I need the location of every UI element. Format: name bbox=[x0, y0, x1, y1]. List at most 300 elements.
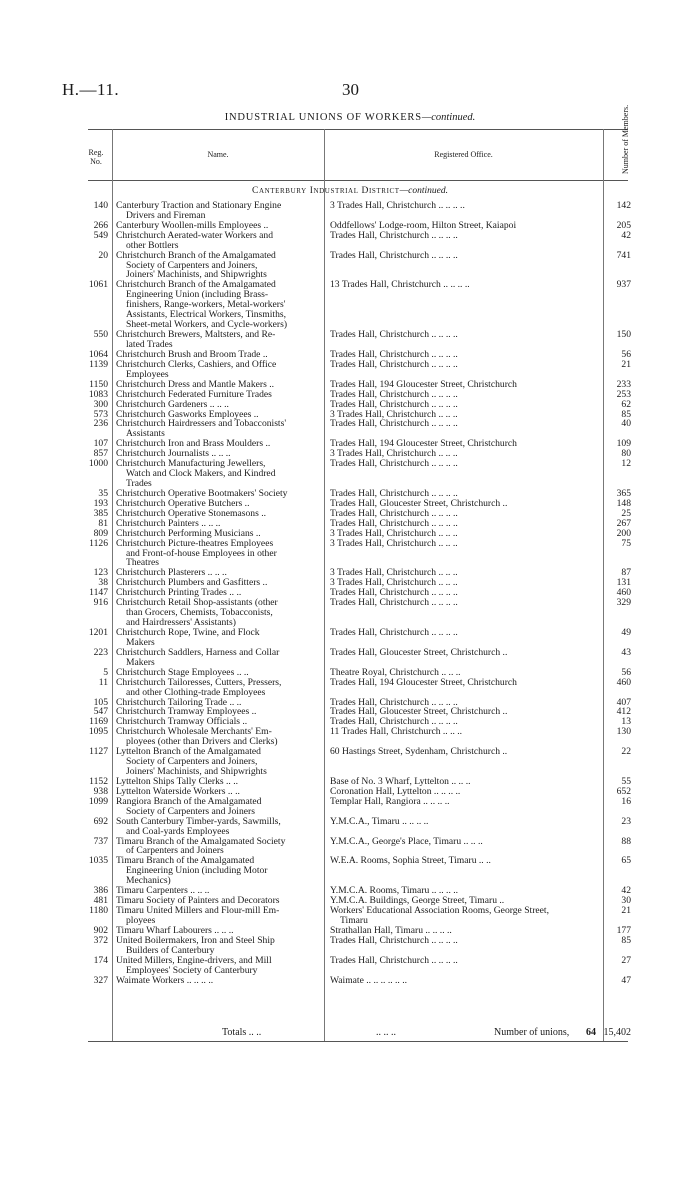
totals-label: Totals .. .. bbox=[222, 1027, 262, 1038]
table-row bbox=[0, 837, 700, 857]
reg-no: 266 bbox=[93, 219, 108, 231]
table-row bbox=[0, 956, 700, 976]
reg-no: 38 bbox=[98, 577, 108, 589]
registered-office-line: 3 Trades Hall, Christchurch .. .. .. bbox=[330, 567, 458, 579]
registered-office-line: Trades Hall, Christchurch .. .. .. .. bbox=[330, 626, 458, 638]
registered-office bbox=[330, 976, 600, 986]
table-row bbox=[0, 201, 700, 221]
reg-no: 300 bbox=[93, 398, 108, 410]
reg-no: 1127 bbox=[89, 746, 108, 758]
member-count: 142 bbox=[616, 200, 631, 211]
member-count: 412 bbox=[616, 706, 631, 718]
reg-no: 550 bbox=[93, 329, 108, 341]
registered-office bbox=[330, 330, 600, 340]
union-name-line: Christchurch Saddlers, Harness and Collar bbox=[116, 646, 280, 658]
union-name-line: South Canterbury Timber-yards, Sawmills, bbox=[116, 815, 281, 827]
reg-no: 105 bbox=[93, 696, 108, 708]
union-name-line: Engineering Union (including Motor bbox=[126, 865, 268, 877]
union-name-line: Christchurch Operative Stonemasons .. bbox=[116, 507, 267, 519]
member-count: 21 bbox=[621, 358, 631, 370]
union-name-line: Christchurch Painters .. .. .. bbox=[116, 517, 221, 529]
union-name bbox=[116, 419, 318, 439]
union-name-line: Theatres bbox=[126, 557, 160, 569]
union-name bbox=[116, 251, 318, 281]
union-name-line: Christchurch Plasterers .. .. .. bbox=[116, 567, 227, 579]
member-count: 109 bbox=[616, 438, 631, 450]
registered-office-line: Trades Hall, Gloucester Street, Christchurch .. bbox=[330, 497, 508, 509]
table-row bbox=[0, 747, 700, 777]
member-count: 25 bbox=[621, 507, 631, 519]
reg-no: 372 bbox=[93, 934, 108, 946]
table-row bbox=[0, 976, 700, 986]
member-count: 937 bbox=[616, 279, 631, 291]
table-row bbox=[0, 727, 700, 747]
registered-office-line: Trades Hall, Christchurch .. .. .. .. bbox=[330, 398, 458, 410]
union-name bbox=[116, 817, 318, 837]
registered-office-line: 11 Trades Hall, Christchurch .. .. .. bbox=[330, 726, 463, 738]
reg-no: 1201 bbox=[88, 626, 108, 638]
table-title bbox=[0, 112, 700, 123]
col-header-members-text: Number of Members. bbox=[621, 104, 630, 174]
table-row bbox=[0, 678, 700, 698]
member-count: 460 bbox=[616, 676, 631, 688]
union-name-line: Makers bbox=[126, 656, 155, 668]
member-count: 56 bbox=[621, 348, 631, 360]
union-name-line: United Boilermakers, Iron and Steel Ship bbox=[116, 934, 275, 946]
reg-no: 11 bbox=[98, 676, 108, 688]
registered-office-line: Trades Hall, 194 Gloucester Street, Christchurch bbox=[330, 676, 517, 688]
member-count: 177 bbox=[616, 924, 631, 936]
table-row bbox=[0, 817, 700, 837]
registered-office-line: Trades Hall, Christchurch .. .. .. .. bbox=[330, 418, 458, 430]
registered-office-line: Workers' Educational Association Rooms, George Street, bbox=[330, 905, 549, 917]
union-name bbox=[116, 231, 318, 251]
registered-office-line: Oddfellows' Lodge-room, Hilton Street, Kaiapoi bbox=[330, 219, 517, 231]
registered-office-line: Y.M.C.A. Rooms, Timaru .. .. .. .. bbox=[330, 885, 459, 897]
union-name bbox=[116, 280, 318, 330]
member-count: 329 bbox=[616, 597, 631, 609]
reg-no: 857 bbox=[93, 448, 108, 460]
reg-no: 386 bbox=[93, 885, 108, 897]
member-count: 85 bbox=[621, 934, 631, 946]
registered-office-line: Waimate .. .. .. .. .. .. bbox=[330, 974, 408, 986]
registered-office-line: Trades Hall, Christchurch .. .. .. .. bbox=[330, 597, 458, 609]
union-name bbox=[116, 837, 318, 857]
registered-office-line: 3 Trades Hall, Christchurch .. .. .. bbox=[330, 527, 458, 539]
table-title-cont: —continued. bbox=[421, 112, 476, 123]
totals-dots: .. .. .. bbox=[376, 1027, 396, 1038]
member-count: 267 bbox=[616, 517, 631, 529]
registered-office-line: Trades Hall, Christchurch .. .. .. .. bbox=[330, 507, 458, 519]
registered-office bbox=[330, 400, 600, 410]
union-name-line: Christchurch Printing Trades .. .. bbox=[116, 587, 242, 599]
table-row bbox=[0, 251, 700, 281]
table-row bbox=[0, 598, 700, 628]
table-row bbox=[0, 231, 700, 251]
table-row bbox=[0, 280, 700, 330]
union-name-line: Watch and Clock Makers, and Kindred bbox=[126, 468, 276, 480]
member-count: 130 bbox=[616, 726, 631, 738]
union-name-line: Waimate Workers .. .. .. .. bbox=[116, 974, 214, 986]
member-count: 65 bbox=[621, 855, 631, 867]
member-count: 365 bbox=[616, 487, 631, 499]
reg-no: 385 bbox=[93, 507, 108, 519]
union-name bbox=[116, 360, 318, 380]
registered-office-line: Y.M.C.A., George's Place, Timaru .. .. .. bbox=[330, 835, 483, 847]
member-count: 22 bbox=[621, 746, 631, 758]
reg-no: 1147 bbox=[89, 587, 108, 599]
union-name-line: Sheet-metal Workers, and Cycle-workers) bbox=[126, 319, 288, 331]
registered-office-line: Y.M.C.A., Timaru .. .. .. .. bbox=[330, 815, 429, 827]
union-name-line: Drivers and Fireman bbox=[126, 209, 206, 221]
table-row bbox=[0, 797, 700, 817]
union-name-line: United Millers, Engine-drivers, and Mill bbox=[116, 954, 272, 966]
union-name bbox=[116, 936, 318, 956]
registered-office-line: Theatre Royal, Christchurch .. .. .. bbox=[330, 666, 461, 678]
union-name-line: Christchurch Gardeners .. .. .. bbox=[116, 398, 229, 410]
reg-no: 123 bbox=[93, 567, 108, 579]
reg-no: 1064 bbox=[88, 348, 108, 360]
union-name-line: Timaru Branch of the Amalgamated Society bbox=[116, 835, 286, 847]
registered-office bbox=[330, 648, 600, 658]
registered-office-line: Timaru bbox=[340, 914, 368, 926]
reg-no: 809 bbox=[93, 527, 108, 539]
member-count: 75 bbox=[621, 537, 631, 549]
reg-no: 938 bbox=[93, 785, 108, 797]
reg-no: 20 bbox=[98, 249, 108, 261]
registered-office bbox=[330, 678, 600, 688]
union-name bbox=[116, 459, 318, 489]
union-name-line: and Front-of-house Employees in other bbox=[126, 547, 277, 559]
member-count: 47 bbox=[621, 974, 631, 986]
union-name-line: Rangiora Branch of the Amalgamated bbox=[116, 795, 262, 807]
table-row bbox=[0, 906, 700, 926]
registered-office-line: Trades Hall, Christchurch .. .. .. .. bbox=[330, 517, 458, 529]
reg-no: 916 bbox=[93, 597, 108, 609]
member-count: 88 bbox=[621, 835, 631, 847]
registered-office bbox=[330, 837, 600, 847]
member-count: 148 bbox=[616, 497, 631, 509]
member-count: 56 bbox=[621, 666, 631, 678]
registered-office bbox=[330, 280, 600, 290]
registered-office-line: Trades Hall, Christchurch .. .. .. .. bbox=[330, 329, 458, 341]
table-title-text: INDUSTRIAL UNIONS OF WORKERS bbox=[224, 112, 422, 123]
member-count: 407 bbox=[616, 696, 631, 708]
union-name-line: Christchurch Brush and Broom Trade .. bbox=[116, 348, 268, 360]
union-name-line: Christchurch Manufacturing Jewellers, bbox=[116, 458, 266, 470]
table-row bbox=[0, 459, 700, 489]
registered-office bbox=[330, 797, 600, 807]
registered-office bbox=[330, 539, 600, 549]
col-header-reg: Reg. No. bbox=[88, 148, 104, 166]
union-name-line: Assistants bbox=[126, 428, 165, 440]
union-name-line: and Coal-yards Employees bbox=[126, 825, 230, 837]
union-name-line: Christchurch Gasworks Employees .. bbox=[116, 408, 259, 420]
col-header-members bbox=[612, 104, 632, 176]
registered-office bbox=[330, 856, 600, 866]
reg-no: 1169 bbox=[89, 716, 108, 728]
member-count: 200 bbox=[616, 527, 631, 539]
member-count: 49 bbox=[621, 626, 631, 638]
registered-office bbox=[330, 956, 600, 966]
union-name-line: Christchurch Plumbers and Gasfitters .. bbox=[116, 577, 268, 589]
union-name-line: Christchurch Clerks, Cashiers, and Office bbox=[116, 358, 277, 370]
union-name bbox=[116, 678, 318, 698]
registered-office-line: Trades Hall, 194 Gloucester Street, Christchurch bbox=[330, 438, 517, 450]
registered-office-line: 3 Trades Hall, Christchurch .. .. .. bbox=[330, 537, 458, 549]
reg-no: 1126 bbox=[89, 537, 108, 549]
member-count: 42 bbox=[621, 229, 631, 241]
registered-office-line: Trades Hall, Christchurch .. .. .. .. bbox=[330, 348, 458, 360]
reg-no: 573 bbox=[93, 408, 108, 420]
registered-office bbox=[330, 747, 600, 757]
reg-no: 1139 bbox=[89, 358, 108, 370]
registered-office-line: Trades Hall, Christchurch .. .. .. .. bbox=[330, 229, 458, 241]
registered-office bbox=[330, 817, 600, 827]
registered-office-line: Trades Hall, Christchurch .. .. .. .. bbox=[330, 249, 458, 261]
page-number: 30 bbox=[342, 80, 359, 99]
union-name-line: Christchurch Brewers, Maltsters, and Re- bbox=[116, 329, 276, 341]
registered-office bbox=[330, 201, 600, 211]
union-name bbox=[116, 628, 318, 648]
reg-no: 1152 bbox=[89, 775, 108, 787]
members-total: 15,402 bbox=[603, 1027, 631, 1038]
member-count: 460 bbox=[616, 587, 631, 599]
registered-office bbox=[330, 419, 600, 429]
member-count: 16 bbox=[621, 795, 631, 807]
union-name-line: Society of Carpenters and Joiners, bbox=[126, 756, 258, 768]
registered-office-line: Y.M.C.A. Buildings, George Street, Timaru .. bbox=[330, 895, 505, 907]
union-name bbox=[116, 906, 318, 926]
registered-office-line: 3 Trades Hall, Christchurch .. .. .. bbox=[330, 408, 458, 420]
registered-office-line: Trades Hall, Christchurch .. .. .. .. bbox=[330, 358, 458, 370]
registered-office bbox=[330, 459, 600, 469]
registered-office bbox=[330, 906, 600, 926]
union-name-line: Christchurch Tramway Officials .. bbox=[116, 716, 248, 728]
table-header-rule bbox=[88, 180, 628, 181]
reg-no: 692 bbox=[93, 815, 108, 827]
union-name-line: and other Clothing-trade Employees bbox=[126, 686, 266, 698]
table-top-rule bbox=[88, 129, 628, 130]
registered-office-line: Trades Hall, Christchurch .. .. .. .. bbox=[330, 487, 458, 499]
reg-no: 1035 bbox=[88, 855, 108, 867]
reg-no: 223 bbox=[93, 646, 108, 658]
member-count: 652 bbox=[616, 785, 631, 797]
union-name-line: of Carpenters and Joiners bbox=[126, 845, 224, 857]
col-header-name: Name. bbox=[207, 150, 229, 159]
member-count: 23 bbox=[621, 815, 631, 827]
registered-office-line: W.E.A. Rooms, Sophia Street, Timaru .. .. bbox=[330, 855, 491, 867]
union-name-line: ployees bbox=[126, 914, 156, 926]
union-name-line: Society of Carpenters and Joiners, bbox=[126, 259, 258, 271]
registered-office-line: Trades Hall, Christchurch .. .. .. .. bbox=[330, 716, 458, 728]
union-name-line: Society of Carpenters and Joiners bbox=[126, 805, 255, 817]
registered-office bbox=[330, 727, 600, 737]
table-row bbox=[0, 648, 700, 668]
registered-office-line: Trades Hall, Christchurch .. .. .. .. bbox=[330, 934, 458, 946]
union-name-line: Christchurch Retail Shop-assistants (other bbox=[116, 597, 278, 609]
union-name-line: Christchurch Tailoresses, Cutters, Pressers, bbox=[116, 676, 282, 688]
member-count: 12 bbox=[621, 458, 631, 470]
union-name-line: Christchurch Tailoring Trade .. .. bbox=[116, 696, 242, 708]
district-heading bbox=[0, 186, 700, 196]
union-name bbox=[116, 539, 318, 569]
union-name bbox=[116, 598, 318, 628]
member-count: 21 bbox=[621, 905, 631, 917]
reg-no: 193 bbox=[93, 497, 108, 509]
union-name-line: Timaru Carpenters .. .. .. bbox=[116, 885, 210, 897]
union-name-line: Christchurch Rope, Twine, and Flock bbox=[116, 626, 260, 638]
reg-no: 107 bbox=[93, 438, 108, 450]
union-name-line: Christchurch Journalists .. .. .. bbox=[116, 448, 231, 460]
union-name-line: Lyttelton Waterside Workers .. .. bbox=[116, 785, 240, 797]
union-name bbox=[116, 976, 318, 986]
registered-office-line: Templar Hall, Rangiora .. .. .. .. bbox=[330, 795, 450, 807]
table-row bbox=[0, 419, 700, 439]
registered-office bbox=[330, 231, 600, 241]
member-count: 253 bbox=[616, 388, 631, 400]
union-name-line: Builders of Canterbury bbox=[126, 944, 215, 956]
union-name-line: Timaru United Millers and Flour-mill Em- bbox=[116, 905, 280, 917]
table-row bbox=[0, 628, 700, 648]
reg-no: 327 bbox=[93, 974, 108, 986]
union-name bbox=[116, 400, 318, 410]
member-count: 233 bbox=[616, 378, 631, 390]
reg-no: 1150 bbox=[89, 378, 108, 390]
member-count: 27 bbox=[621, 954, 631, 966]
registered-office-line: Base of No. 3 Wharf, Lyttelton .. .. .. bbox=[330, 775, 471, 787]
registered-office-line: 60 Hastings Street, Sydenham, Christchurch .. bbox=[330, 746, 508, 758]
reg-no: 140 bbox=[93, 200, 108, 211]
registered-office-line: Trades Hall, 194 Gloucester Street, Christchurch bbox=[330, 378, 517, 390]
union-name bbox=[116, 648, 318, 668]
reg-no: 1180 bbox=[89, 905, 108, 917]
table-row bbox=[0, 330, 700, 350]
union-name-line: Timaru Branch of the Amalgamated bbox=[116, 855, 255, 867]
union-name-line: Mechanics) bbox=[126, 875, 171, 887]
reg-no: 236 bbox=[93, 418, 108, 430]
reg-no: 902 bbox=[93, 924, 108, 936]
reg-no: 35 bbox=[98, 487, 108, 499]
member-count: 87 bbox=[621, 567, 631, 579]
district-label: Canterbury Industrial District bbox=[252, 186, 400, 196]
registered-office-line: 3 Trades Hall, Christchurch .. .. .. .. bbox=[330, 200, 465, 211]
reg-no: 81 bbox=[98, 517, 108, 529]
union-name-line: Christchurch Stage Employees .. .. bbox=[116, 666, 249, 678]
union-name bbox=[116, 797, 318, 817]
member-count: 30 bbox=[621, 895, 631, 907]
union-name-line: than Grocers, Chemists, Tobacconists, bbox=[126, 607, 273, 619]
member-count: 741 bbox=[616, 249, 631, 261]
union-name-line: Christchurch Picture-theatres Employees bbox=[116, 537, 274, 549]
registered-office bbox=[330, 251, 600, 261]
table-row bbox=[0, 936, 700, 956]
union-name-line: and Hairdressers' Assistants) bbox=[126, 617, 236, 628]
union-name bbox=[116, 330, 318, 350]
page-ref: H.—11. bbox=[62, 80, 120, 99]
union-name-line: Christchurch Performing Musicians .. bbox=[116, 527, 261, 539]
union-name-line: Engineering Union (including Brass- bbox=[126, 289, 269, 301]
union-name-line: finishers, Range-workers, Metal-workers' bbox=[126, 299, 286, 311]
registered-office-line: Trades Hall, Christchurch .. .. .. .. bbox=[330, 954, 458, 966]
reg-no: 5 bbox=[103, 666, 108, 678]
union-name-line: Canterbury Traction and Stationary Engine bbox=[116, 200, 282, 211]
union-name-line: ployees (other than Drivers and Clerks) bbox=[126, 736, 278, 748]
union-name-line: Lyttelton Branch of the Amalgamated bbox=[116, 746, 261, 758]
registered-office bbox=[330, 628, 600, 638]
union-name-line: Christchurch Tramway Employees .. bbox=[116, 706, 257, 718]
registered-office-line: Trades Hall, Christchurch .. .. .. .. bbox=[330, 388, 458, 400]
member-count: 40 bbox=[621, 418, 631, 430]
union-name-line: Timaru Wharf Labourers .. .. .. bbox=[116, 924, 234, 936]
member-count: 131 bbox=[616, 577, 631, 589]
registered-office-line: Coronation Hall, Lyttelton .. .. .. .. bbox=[330, 785, 461, 797]
union-name bbox=[116, 856, 318, 886]
reg-no: 737 bbox=[93, 835, 108, 847]
union-name-line: other Bottlers bbox=[126, 239, 179, 251]
registered-office-line: Strathallan Hall, Timaru .. .. .. .. bbox=[330, 924, 452, 936]
union-name-line: Christchurch Federated Furniture Trades bbox=[116, 388, 272, 400]
registered-office-line: Trades Hall, Gloucester Street, Christchurch .. bbox=[330, 646, 508, 658]
union-name bbox=[116, 201, 318, 221]
table-bottom-rule bbox=[88, 1041, 628, 1042]
union-name-line: Employees' Society of Canterbury bbox=[126, 964, 258, 976]
registered-office-line: Trades Hall, Gloucester Street, Christchurch .. bbox=[330, 706, 508, 718]
registered-office-line: 3 Trades Hall, Christchurch .. .. .. bbox=[330, 577, 458, 589]
union-name-line: Employees bbox=[126, 368, 169, 380]
member-count: 80 bbox=[621, 448, 631, 460]
union-name-line: Christchurch Branch of the Amalgamated bbox=[116, 249, 276, 261]
reg-no: 547 bbox=[93, 706, 108, 718]
member-count: 43 bbox=[621, 646, 631, 658]
reg-no: 1083 bbox=[88, 388, 108, 400]
member-count: 85 bbox=[621, 408, 631, 420]
reg-no: 1099 bbox=[88, 795, 108, 807]
union-name-line: Christchurch Operative Bootmakers' Society bbox=[116, 487, 288, 499]
union-name-line: Christchurch Wholesale Merchants' Em- bbox=[116, 726, 272, 738]
unions-count: 64 bbox=[586, 1027, 596, 1038]
reg-no: 1000 bbox=[88, 458, 108, 470]
member-count: 205 bbox=[616, 219, 631, 231]
table-row bbox=[0, 360, 700, 380]
district-cont: —continued. bbox=[399, 186, 448, 196]
union-name bbox=[116, 747, 318, 777]
union-name-line: Christchurch Iron and Brass Moulders .. bbox=[116, 438, 271, 450]
reg-no: 549 bbox=[93, 229, 108, 241]
union-name-line: Christchurch Operative Butchers .. bbox=[116, 497, 250, 509]
member-count: 42 bbox=[621, 885, 631, 897]
member-count: 62 bbox=[621, 398, 631, 410]
reg-no: 1095 bbox=[88, 726, 108, 738]
registered-office-line: 3 Trades Hall, Christchurch .. .. .. bbox=[330, 448, 458, 460]
registered-office-line: 13 Trades Hall, Christchurch .. .. .. .. bbox=[330, 279, 470, 291]
union-name-line: Canterbury Woollen-mills Employees .. bbox=[116, 219, 269, 231]
reg-no: 481 bbox=[93, 895, 108, 907]
union-name-line: Trades bbox=[126, 477, 152, 489]
union-name bbox=[116, 727, 318, 747]
member-count: 13 bbox=[621, 716, 631, 728]
union-name-line: Assistants, Electrical Workers, Tinsmiths, bbox=[126, 309, 287, 321]
union-name-line: Timaru Society of Painters and Decorators bbox=[116, 895, 280, 907]
registered-office-line: Trades Hall, Christchurch .. .. .. .. bbox=[330, 696, 458, 708]
union-name-line: Christchurch Hairdressers and Tobacconists' bbox=[116, 418, 287, 430]
union-name-line: Christchurch Branch of the Amalgamated bbox=[116, 279, 276, 291]
union-name-line: Joiners' Machinists, and Shipwrights bbox=[126, 765, 267, 777]
union-name-line: Joiners' Machinists, and Shipwrights bbox=[126, 269, 267, 281]
member-count: 150 bbox=[616, 329, 631, 341]
registered-office bbox=[330, 360, 600, 370]
union-name-line: Makers bbox=[126, 636, 155, 648]
